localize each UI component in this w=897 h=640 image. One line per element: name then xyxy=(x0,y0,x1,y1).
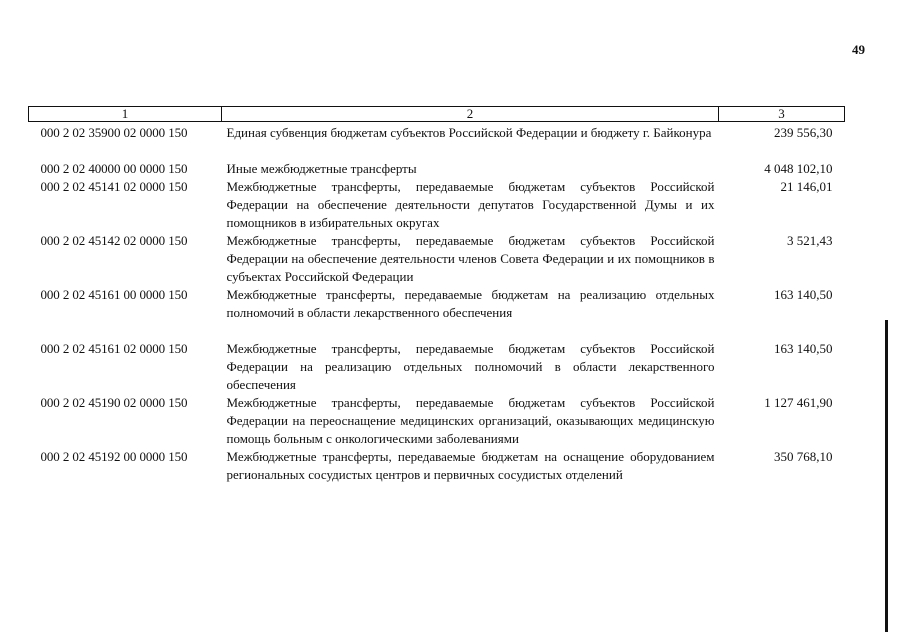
row-code: 000 2 02 45192 00 0000 150 xyxy=(40,449,188,464)
row-code: 000 2 02 45141 02 0000 150 xyxy=(40,179,188,194)
scan-margin-line xyxy=(885,320,888,632)
row-description: Межбюджетные трансферты, передаваемые бюджетам субъектов Российской Федерации на обеспечение деятельности членов Совета Федерации и их помощников в субъектах Российской Федерации xyxy=(226,233,715,284)
row-amount: 163 140,50 xyxy=(774,287,833,302)
row-code: 000 2 02 40000 00 0000 150 xyxy=(40,161,188,176)
row-description: Межбюджетные трансферты, передаваемые бюджетам на реализацию отдельных полномочий в области лекарственного обеспечения xyxy=(226,287,715,320)
table-row xyxy=(29,178,845,232)
table-row xyxy=(29,340,845,394)
row-amount: 163 140,50 xyxy=(774,341,833,356)
row-code: 000 2 02 45190 02 0000 150 xyxy=(40,395,188,410)
row-amount: 21 146,01 xyxy=(780,179,833,194)
row-description: Единая субвенция бюджетам субъектов Российской Федерации и бюджету г. Байконура xyxy=(226,125,712,140)
row-amount: 239 556,30 xyxy=(774,125,833,140)
row-amount: 1 127 461,90 xyxy=(764,395,833,410)
table-row xyxy=(29,448,845,484)
row-code: 000 2 02 45161 00 0000 150 xyxy=(40,287,188,302)
row-amount: 3 521,43 xyxy=(787,233,833,248)
column-header-amount: 3 xyxy=(719,107,845,122)
row-code: 000 2 02 45142 02 0000 150 xyxy=(40,233,188,248)
budget-table xyxy=(28,106,845,484)
table-header-row xyxy=(29,107,845,122)
table-row xyxy=(29,122,845,161)
row-code: 000 2 02 45161 02 0000 150 xyxy=(40,341,188,356)
row-description: Межбюджетные трансферты, передаваемые бюджетам на оснащение оборудованием региональных сосудистых центров и первичных сосудистых отделений xyxy=(226,449,715,482)
row-description: Межбюджетные трансферты, передаваемые бюджетам субъектов Российской Федерации на переоснащение медицинских организаций, оказывающих медицинскую помощь больным с онкологическими заболеваниями xyxy=(226,395,715,446)
page-number: 49 xyxy=(852,42,865,57)
table-row xyxy=(29,232,845,286)
row-code: 000 2 02 35900 02 0000 150 xyxy=(40,125,188,140)
row-description: Иные межбюджетные трансферты xyxy=(226,161,417,176)
row-description: Межбюджетные трансферты, передаваемые бюджетам субъектов Российской Федерации на обеспечение деятельности депутатов Государственной Думы и их помощников в избирательных округах xyxy=(226,179,715,230)
column-header-code: 1 xyxy=(29,107,222,122)
row-amount: 4 048 102,10 xyxy=(764,161,833,176)
table-row xyxy=(29,394,845,448)
row-description: Межбюджетные трансферты, передаваемые бюджетам субъектов Российской Федерации на реализацию отдельных полномочий в области лекарственного обеспечения xyxy=(226,341,715,392)
column-header-description: 2 xyxy=(222,107,719,122)
row-amount: 350 768,10 xyxy=(774,449,833,464)
table-row xyxy=(29,160,845,178)
table-row xyxy=(29,286,845,340)
